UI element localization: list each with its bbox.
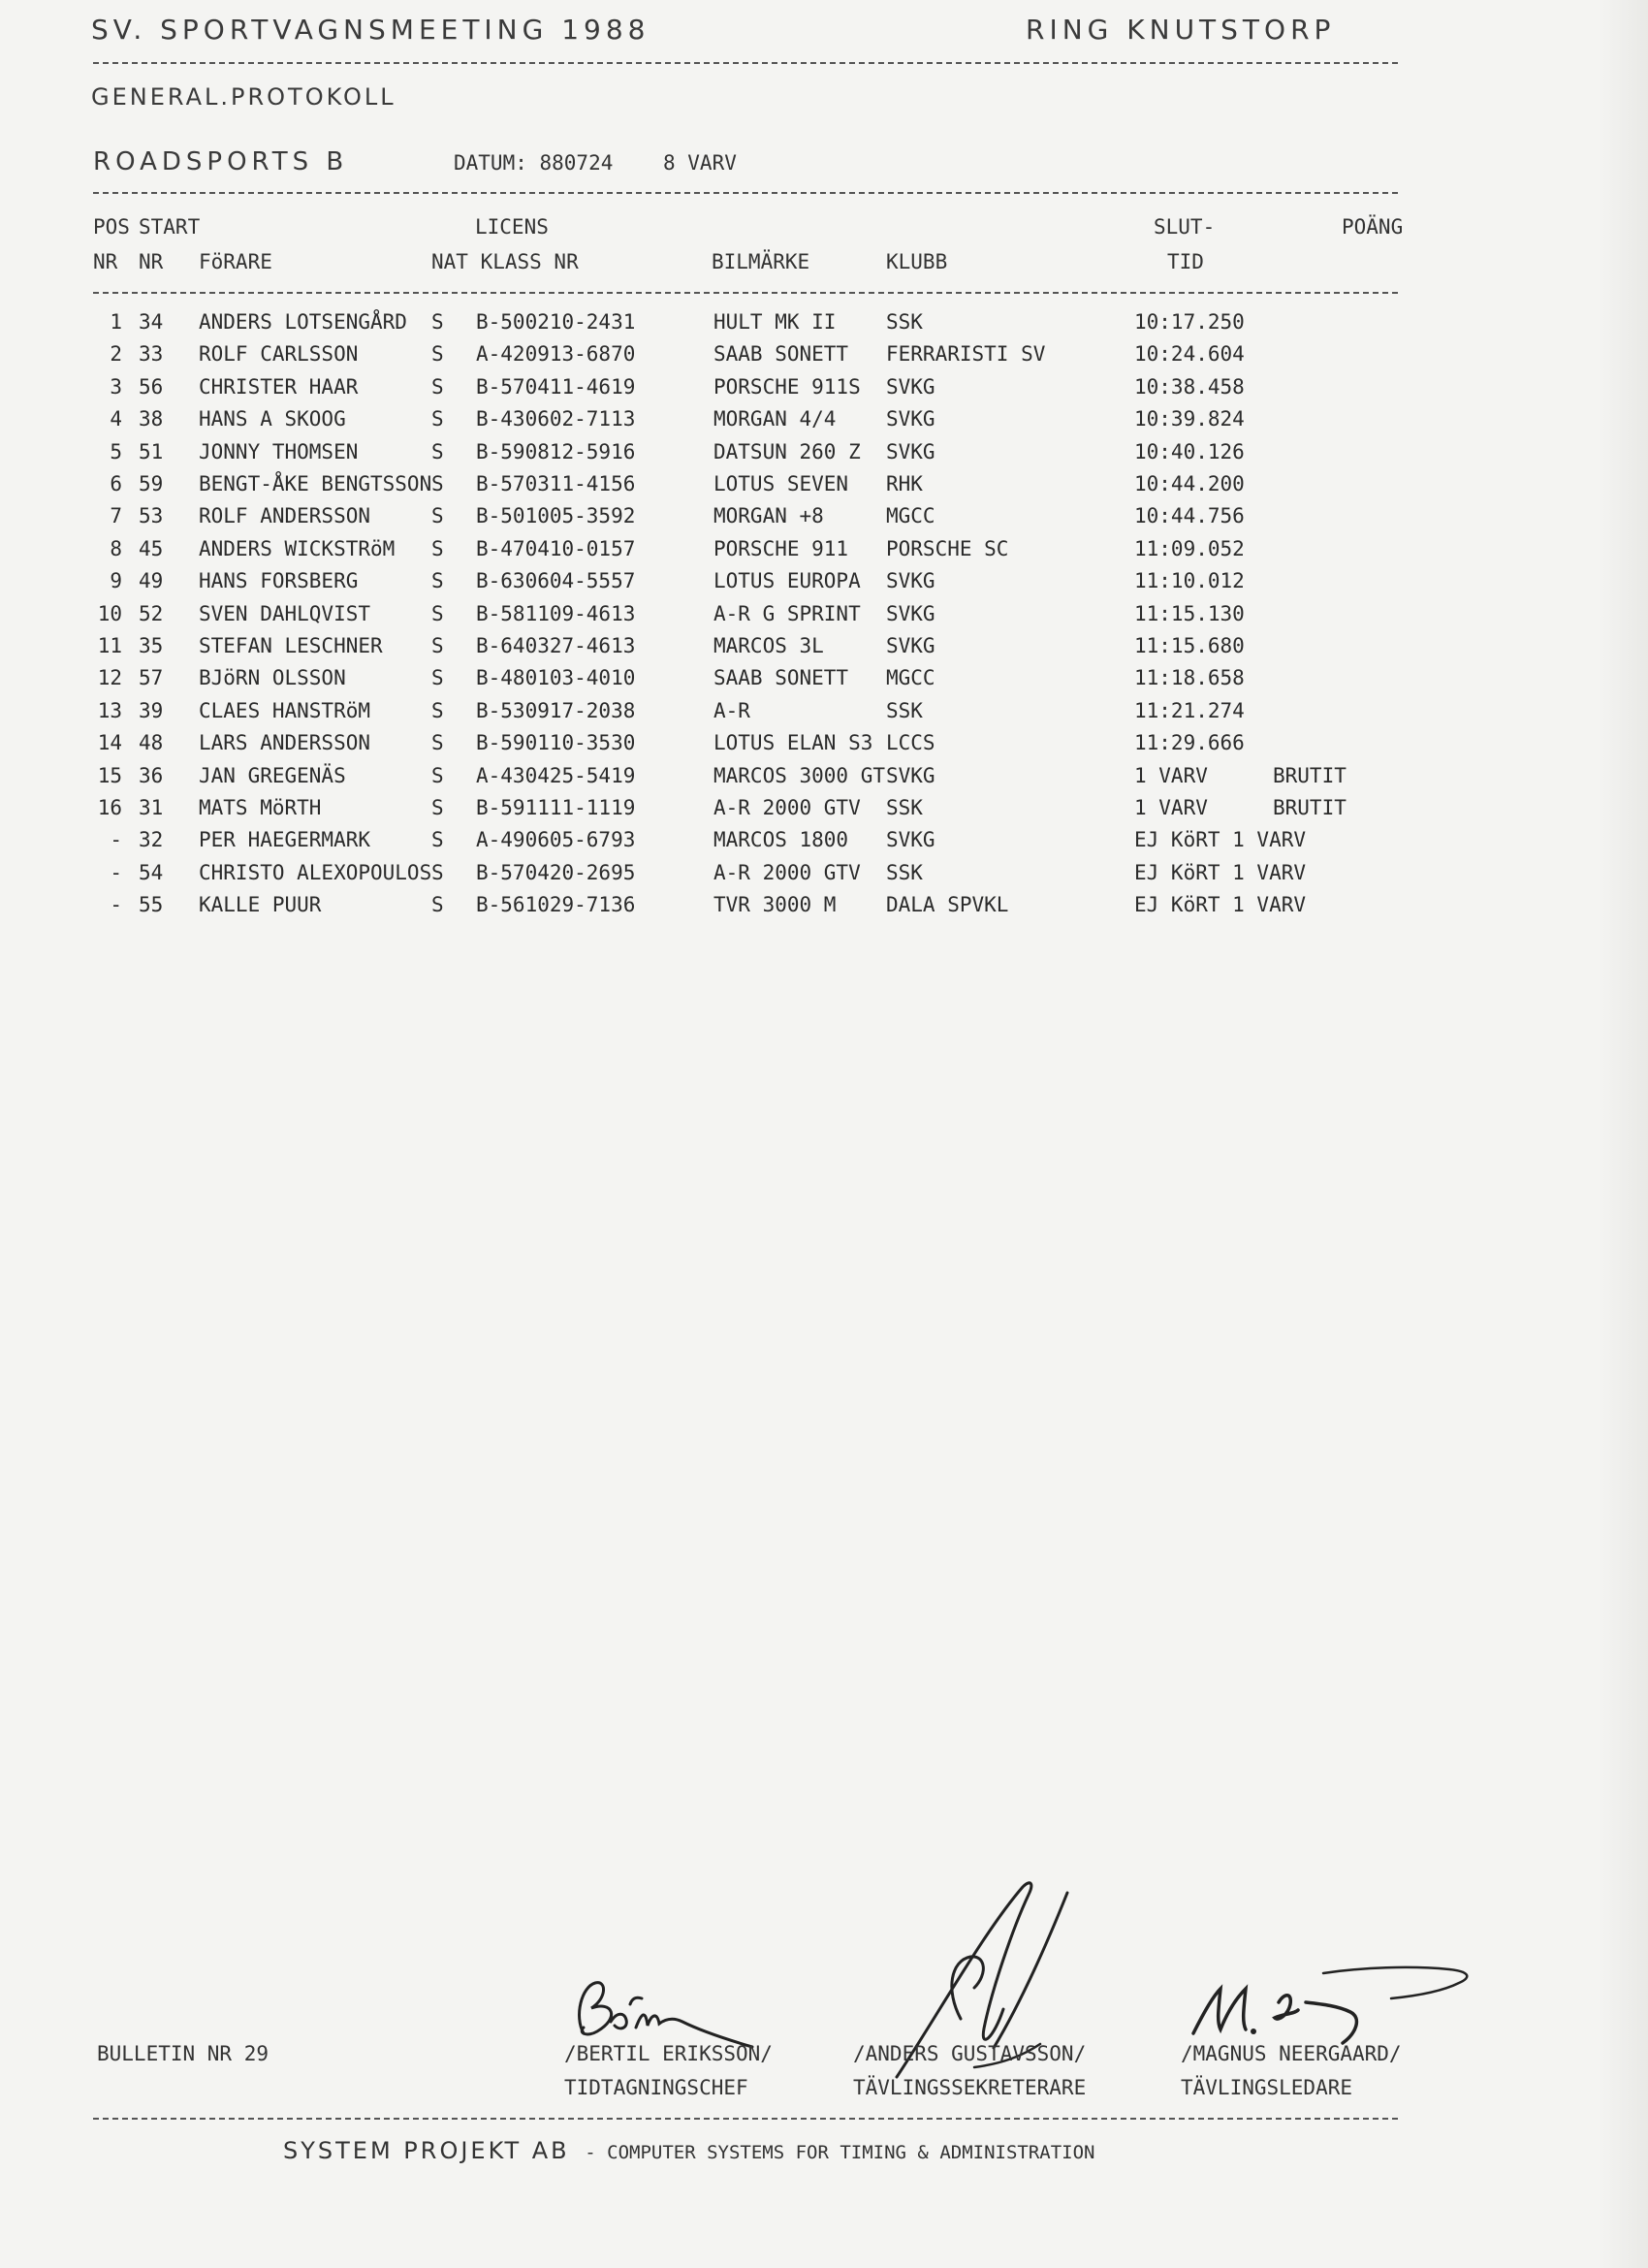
cell-driver: PER HAEGERMARK xyxy=(199,828,371,852)
cell-licens: B-561029-7136 xyxy=(476,893,636,917)
cell-driver: ANDERS LOTSENGÅRD xyxy=(199,310,407,334)
cell-club: DALA SPVKL xyxy=(886,893,1009,917)
event-title: SV. SPORTVAGNSMEETING 1988 xyxy=(91,14,650,46)
col-tid: TID xyxy=(1167,250,1204,273)
cell-start-nr: 57 xyxy=(139,666,164,690)
col-start-top: START xyxy=(139,215,201,239)
cell-nat: S xyxy=(431,569,444,593)
divider-columns xyxy=(93,292,1398,294)
cell-note: BRUTIT xyxy=(1273,763,1347,787)
cell-time: EJ KöRT 1 VARV xyxy=(1134,860,1307,884)
cell-driver: BJöRN OLSSON xyxy=(199,666,346,690)
cell-note: BRUTIT xyxy=(1273,796,1347,819)
cell-pos: 6 xyxy=(110,472,122,495)
cell-time: 1 VARV xyxy=(1134,763,1208,787)
cell-pos: 2 xyxy=(110,342,122,367)
col-poang: POÄNG xyxy=(1342,215,1404,239)
cell-club: SVKG xyxy=(886,828,935,852)
cell-nat: S xyxy=(431,504,444,528)
cell-driver: KALLE PUUR xyxy=(199,893,322,917)
cell-start-nr: 31 xyxy=(139,796,164,819)
col-pos-nr: NR xyxy=(93,250,118,273)
cell-car: A-R G SPRINT xyxy=(713,601,861,625)
cell-car: A-R 2000 GTV xyxy=(713,796,861,819)
cell-car: DATSUN 260 Z xyxy=(713,439,861,463)
race-laps: 8 VARV xyxy=(663,151,737,175)
cell-nat: S xyxy=(431,342,444,367)
cell-licens: B-570411-4619 xyxy=(476,374,636,399)
cell-car: MORGAN 4/4 xyxy=(713,407,837,431)
cell-start-nr: 51 xyxy=(139,439,164,463)
cell-licens: B-630604-5557 xyxy=(476,569,636,593)
cell-car: MORGAN +8 xyxy=(713,504,824,528)
col-bilmarke: BILMÄRKE xyxy=(712,250,810,273)
cell-pos: - xyxy=(110,893,122,917)
table-row xyxy=(0,310,1648,342)
cell-time: 11:29.666 xyxy=(1134,731,1245,755)
cell-pos: 16 xyxy=(97,796,122,819)
cell-pos: 5 xyxy=(110,439,122,463)
footer xyxy=(283,2137,1094,2164)
cell-car: MARCOS 3000 GT xyxy=(713,763,886,787)
table-row xyxy=(0,440,1648,472)
cell-start-nr: 36 xyxy=(139,763,164,787)
footer-company: SYSTEM PROJEKT AB xyxy=(283,2137,570,2164)
table-row xyxy=(0,407,1648,439)
cell-club: SVKG xyxy=(886,407,935,431)
cell-start-nr: 53 xyxy=(139,504,164,528)
signatory-role-3: TÄVLINGSLEDARE xyxy=(1181,2076,1353,2099)
signatory-name-2: /ANDERS GUSTAVSSON/ xyxy=(853,2042,1087,2065)
cell-start-nr: 48 xyxy=(139,731,164,755)
cell-time: 10:44.200 xyxy=(1134,472,1245,495)
cell-time: 1 VARV xyxy=(1134,796,1208,819)
cell-driver: ROLF CARLSSON xyxy=(199,342,359,367)
cell-club: SSK xyxy=(886,310,923,334)
cell-driver: ROLF ANDERSSON xyxy=(199,504,371,528)
col-start-nr: NR xyxy=(139,250,164,273)
cell-time: 10:44.756 xyxy=(1134,504,1245,528)
cell-start-nr: 52 xyxy=(139,601,164,625)
cell-time: 11:15.680 xyxy=(1134,634,1245,657)
cell-start-nr: 56 xyxy=(139,374,164,399)
cell-club: SVKG xyxy=(886,634,935,657)
col-nat-klass-nr: NAT KLASS NR xyxy=(431,250,579,273)
cell-nat: S xyxy=(431,698,444,722)
cell-licens: A-490605-6793 xyxy=(476,828,636,852)
cell-start-nr: 55 xyxy=(139,893,164,917)
cell-club: SSK xyxy=(886,860,923,884)
cell-nat: S xyxy=(431,860,444,884)
cell-pos: 9 xyxy=(110,569,122,593)
cell-driver: HANS FORSBERG xyxy=(199,569,359,593)
class-name: ROADSPORTS B xyxy=(93,147,349,176)
cell-nat: S xyxy=(431,310,444,334)
cell-club: SVKG xyxy=(886,374,935,399)
cell-pos: 15 xyxy=(97,763,122,787)
cell-pos: 14 xyxy=(97,731,122,755)
cell-club: RHK xyxy=(886,472,923,495)
cell-licens: B-530917-2038 xyxy=(476,698,636,722)
cell-time: 10:40.126 xyxy=(1134,439,1245,463)
cell-pos: 1 xyxy=(110,310,122,334)
cell-club: SVKG xyxy=(886,569,935,593)
footer-tagline: - COMPUTER SYSTEMS FOR TIMING & ADMINISTRATION xyxy=(585,2142,1095,2163)
cell-time: EJ KöRT 1 VARV xyxy=(1134,893,1307,917)
cell-car: PORSCHE 911 xyxy=(713,536,849,560)
cell-nat: S xyxy=(431,407,444,431)
col-slut-top: SLUT- xyxy=(1154,215,1216,239)
cell-club: SSK xyxy=(886,796,923,819)
cell-time: EJ KöRT 1 VARV xyxy=(1134,828,1307,852)
table-row xyxy=(0,828,1648,860)
cell-time: 10:38.458 xyxy=(1134,374,1245,399)
cell-licens: B-430602-7113 xyxy=(476,407,636,431)
cell-pos: - xyxy=(110,828,122,852)
cell-car: LOTUS ELAN S3 xyxy=(713,731,873,755)
cell-licens: B-591111-1119 xyxy=(476,796,636,819)
table-row xyxy=(0,796,1648,828)
cell-car: MARCOS 1800 xyxy=(713,828,849,852)
venue: RING KNUTSTORP xyxy=(1026,14,1336,46)
cell-pos: 11 xyxy=(97,634,122,657)
cell-pos: 7 xyxy=(110,504,122,528)
table-row xyxy=(0,602,1648,634)
cell-time: 11:09.052 xyxy=(1134,536,1245,560)
signatory-name-1: /BERTIL ERIKSSON/ xyxy=(564,2042,773,2065)
table-row xyxy=(0,861,1648,893)
cell-time: 10:17.250 xyxy=(1134,310,1245,334)
cell-car: A-R 2000 GTV xyxy=(713,860,861,884)
cell-start-nr: 59 xyxy=(139,472,164,495)
table-row xyxy=(0,893,1648,925)
cell-licens: B-570311-4156 xyxy=(476,472,636,495)
cell-driver: BENGT-ÅKE BENGTSSON xyxy=(199,472,432,495)
divider-top xyxy=(93,62,1398,64)
cell-licens: A-420913-6870 xyxy=(476,342,636,367)
cell-nat: S xyxy=(431,796,444,819)
cell-club: LCCS xyxy=(886,731,935,755)
cell-time: 10:24.604 xyxy=(1134,342,1245,367)
cell-licens: B-581109-4613 xyxy=(476,601,636,625)
cell-driver: CHRISTO ALEXOPOULOS xyxy=(199,860,432,884)
cell-time: 11:10.012 xyxy=(1134,569,1245,593)
signatory-role-1: TIDTAGNINGSCHEF xyxy=(564,2076,748,2099)
table-row xyxy=(0,472,1648,504)
cell-car: LOTUS SEVEN xyxy=(713,472,849,495)
cell-nat: S xyxy=(431,536,444,560)
cell-driver: JONNY THOMSEN xyxy=(199,439,359,463)
cell-club: FERRARISTI SV xyxy=(886,342,1046,367)
table-row xyxy=(0,504,1648,536)
cell-nat: S xyxy=(431,374,444,399)
cell-licens: B-500210-2431 xyxy=(476,310,636,334)
cell-driver: CLAES HANSTRöM xyxy=(199,698,371,722)
cell-club: SVKG xyxy=(886,601,935,625)
cell-start-nr: 45 xyxy=(139,536,164,560)
cell-driver: CHRISTER HAAR xyxy=(199,374,359,399)
cell-car: SAAB SONETT xyxy=(713,666,849,690)
divider-header xyxy=(93,192,1398,194)
cell-pos: 10 xyxy=(97,601,122,625)
cell-start-nr: 54 xyxy=(139,860,164,884)
cell-time: 11:21.274 xyxy=(1134,698,1245,722)
cell-car: MARCOS 3L xyxy=(713,634,824,657)
cell-start-nr: 34 xyxy=(139,310,164,334)
cell-time: 11:15.130 xyxy=(1134,601,1245,625)
cell-nat: S xyxy=(431,439,444,463)
cell-driver: SVEN DAHLQVIST xyxy=(199,601,371,625)
cell-club: MGCC xyxy=(886,666,935,690)
cell-driver: JAN GREGENÄS xyxy=(199,763,346,787)
cell-licens: B-590812-5916 xyxy=(476,439,636,463)
table-row xyxy=(0,666,1648,698)
table-row xyxy=(0,731,1648,763)
cell-time: 11:18.658 xyxy=(1134,666,1245,690)
cell-driver: MATS MöRTH xyxy=(199,796,322,819)
cell-pos: 4 xyxy=(110,407,122,431)
cell-pos: 3 xyxy=(110,374,122,399)
divider-footer xyxy=(93,2118,1398,2120)
cell-driver: STEFAN LESCHNER xyxy=(199,634,383,657)
cell-licens: B-640327-4613 xyxy=(476,634,636,657)
cell-licens: B-501005-3592 xyxy=(476,504,636,528)
signature-bertil-eriksson xyxy=(553,1954,776,2056)
col-pos-top: POS xyxy=(93,215,130,239)
col-klubb: KLUBB xyxy=(886,250,948,273)
cell-time: 10:39.824 xyxy=(1134,407,1245,431)
cell-start-nr: 35 xyxy=(139,634,164,657)
race-date: DATUM: 880724 xyxy=(454,151,614,175)
cell-club: MGCC xyxy=(886,504,935,528)
cell-start-nr: 38 xyxy=(139,407,164,431)
table-row xyxy=(0,634,1648,666)
cell-car: PORSCHE 911S xyxy=(713,374,861,399)
cell-start-nr: 49 xyxy=(139,569,164,593)
cell-licens: B-590110-3530 xyxy=(476,731,636,755)
table-row xyxy=(0,375,1648,407)
cell-start-nr: 32 xyxy=(139,828,164,852)
cell-nat: S xyxy=(431,763,444,787)
table-row xyxy=(0,342,1648,374)
cell-driver: ANDERS WICKSTRöM xyxy=(199,536,396,560)
cell-club: SVKG xyxy=(886,763,935,787)
cell-licens: B-470410-0157 xyxy=(476,536,636,560)
table-row xyxy=(0,537,1648,569)
cell-driver: HANS A SKOOG xyxy=(199,407,346,431)
cell-pos: 13 xyxy=(97,698,122,722)
cell-driver: LARS ANDERSSON xyxy=(199,731,371,755)
protocol-title: GENERAL.PROTOKOLL xyxy=(91,83,396,111)
cell-car: TVR 3000 M xyxy=(713,893,837,917)
table-row xyxy=(0,699,1648,731)
cell-licens: B-480103-4010 xyxy=(476,666,636,690)
cell-nat: S xyxy=(431,472,444,495)
signature-magnus-neergaard xyxy=(1178,1954,1478,2051)
cell-licens: B-570420-2695 xyxy=(476,860,636,884)
cell-nat: S xyxy=(431,634,444,657)
table-row xyxy=(0,764,1648,796)
cell-car: SAAB SONETT xyxy=(713,342,849,367)
cell-club: PORSCHE SC xyxy=(886,536,1009,560)
cell-nat: S xyxy=(431,893,444,917)
cell-nat: S xyxy=(431,731,444,755)
cell-car: LOTUS EUROPA xyxy=(713,569,861,593)
cell-pos: 8 xyxy=(110,536,122,560)
cell-car: A-R xyxy=(713,698,750,722)
cell-club: SVKG xyxy=(886,439,935,463)
signatory-role-2: TÄVLINGSSEKRETERARE xyxy=(853,2076,1087,2099)
col-forare: FöRARE xyxy=(199,250,272,273)
cell-licens: A-430425-5419 xyxy=(476,763,636,787)
cell-nat: S xyxy=(431,828,444,852)
cell-pos: - xyxy=(110,860,122,884)
cell-nat: S xyxy=(431,666,444,690)
cell-car: HULT MK II xyxy=(713,310,837,334)
cell-nat: S xyxy=(431,601,444,625)
cell-start-nr: 33 xyxy=(139,342,164,367)
col-licens-top: LICENS xyxy=(475,215,549,239)
table-row xyxy=(0,569,1648,601)
bulletin-number: BULLETIN NR 29 xyxy=(97,2042,269,2065)
cell-start-nr: 39 xyxy=(139,698,164,722)
cell-pos: 12 xyxy=(97,666,122,690)
cell-club: SSK xyxy=(886,698,923,722)
signatory-name-3: /MAGNUS NEERGAARD/ xyxy=(1181,2042,1402,2065)
